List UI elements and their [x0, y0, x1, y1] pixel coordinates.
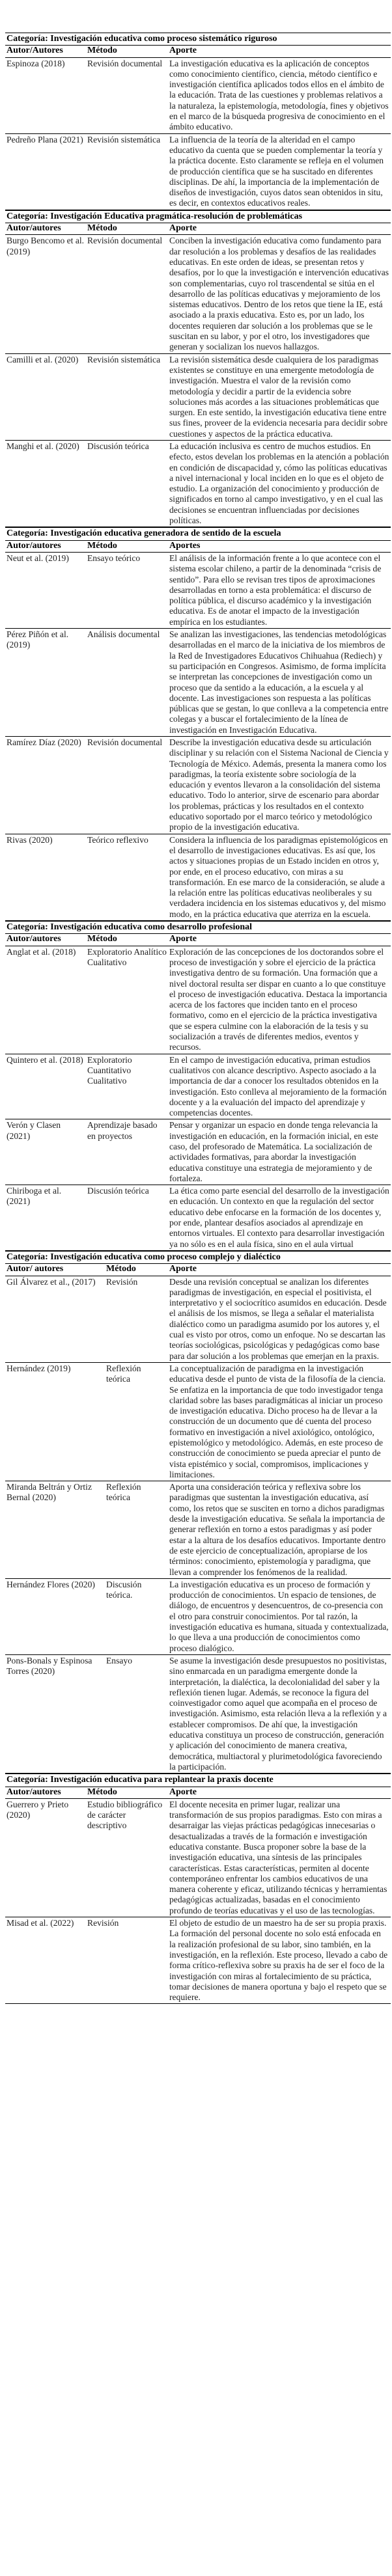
cell-author: Pedreño Plana (2021): [5, 133, 86, 210]
category-title: Categoría: Investigación educativa como desarrollo profesional: [5, 922, 391, 934]
column-header-method: Método: [86, 223, 168, 235]
table-row: [5, 440, 391, 527]
table-row: [5, 1362, 391, 1481]
column-header-contribution: Aporte: [168, 1264, 391, 1276]
column-header-row: [5, 540, 391, 552]
cell-method: Exploratorio Cuantitativo Cualitativo: [86, 1054, 168, 1119]
cell-method: Reflexión teórica: [105, 1362, 168, 1481]
table-row: [5, 737, 391, 834]
cell-author: Quintero et al. (2018): [5, 1054, 86, 1119]
cell-method: Revisión sistemática: [86, 133, 168, 210]
table-row: [5, 235, 391, 353]
category-table: [5, 210, 391, 528]
category-title: Categoría: Investigación educativa para replantear la praxis docente: [5, 1774, 391, 1787]
table-row: [5, 552, 391, 628]
cell-method: Revisión documental: [86, 737, 168, 834]
column-header-author: Autor/autores: [5, 934, 86, 946]
cell-method: Revisión documental: [86, 235, 168, 353]
column-header-row: [5, 934, 391, 946]
column-header-contribution: Aporte: [168, 1787, 391, 1798]
cell-contribution: La ética como parte esencial del desarrollo de la investigación en educación. Un contexto en que la regulación del sector educativo debe enfocarse en la formación de los docentes y, por ende, plantear desafíos asociados al aprendizaje en entornos virtuales. El contexto para desarrollar investigación ya no sólo es en el aula física, sino en el aula virtual: [168, 1185, 391, 1251]
table-row: [5, 629, 391, 737]
cell-method: Revisión: [86, 1917, 168, 2004]
table-row: [5, 1276, 391, 1362]
column-header-method: Método: [86, 934, 168, 946]
column-header-contribution: Aporte: [168, 934, 391, 946]
cell-contribution: La conceptualización de paradigma en la investigación educativa desde el punto de vista de la filosofía de la ciencia. Se enfatiza en la importancia de que todo investigador tenga claridad sobre las bases paradigmáticas al iniciar un proceso de investigación educativa. Dicho proceso ha de llevar a la construcción de un documento que dé cuenta del proceso formativo en investigación a nivel axiológico, ontológico, epistemológico y metodológico. Además, en este proceso de construcción de conocimiento se pueda apreciar el punto de vista epistémico y social, compromisos, implicaciones y limitaciones.: [168, 1362, 391, 1481]
cell-author: Neut et al. (2019): [5, 552, 86, 628]
table-row: [5, 1798, 391, 1917]
column-header-author: Autor/ autores: [5, 1264, 105, 1276]
cell-author: Espinoza (2018): [5, 57, 86, 133]
table-row: [5, 834, 391, 920]
cell-contribution: La investigación educativa es la aplicación de conceptos como conocimiento científico, ciencia, método científico e investigación científica aplicados todos ellos en el ámbito de la educación. Trata de las cuestiones y problemas relativos a la naturaleza, la epistemología, metodología, fines y objetivos en el marco de la búsqueda progresiva de conocimiento en el ámbito educativo.: [168, 57, 391, 133]
cell-author: Anglat et al. (2018): [5, 946, 86, 1054]
cell-contribution: En el campo de investigación educativa, priman estudios cualitativos con alcance descriptivo. Aspecto asociado a la importancia de dar a conocer los resultados obtenidos en la investigación. Esto conlleva al mejoramiento de la formación docente y a la evaluación del impacto del aprendizaje y competencias docentes.: [168, 1054, 391, 1119]
cell-contribution: La educación inclusiva es centro de muchos estudios. En efecto, estos develan los problemas en la atención a población en condición de discapacidad y, cómo las políticas educativas a nivel internacional y local inciden en lo que es el objeto de estudio. La organización del conocimiento y producción de significados en torno al campo investigativo, y en el cual las decisiones se encuentran influenciadas por decisiones políticas.: [168, 440, 391, 527]
column-header-method: Método: [86, 540, 168, 552]
cell-author: Miranda Beltrán y Ortiz Bernal (2020): [5, 1481, 105, 1579]
cell-contribution: Se asume la investigación desde presupuestos no positivistas, sino enmarcada en un paradigma emergente donde la interpretación, la dialéctica, la decolonialidad del saber y la reflexión tienen lugar. Además, se reconoce la figura del coinvestigador como aquel que acompaña en el proceso de investigación. Asimismo, esta relación lleva a la reflexión y a establecer compromisos. De ahí que, la investigación educativa constituya un proceso de construcción, generación y aplicación del conocimiento de manera creativa, democrática, multiactoral y plurimetodológica favoreciendo la participación.: [168, 1654, 391, 1773]
cell-contribution: Pensar y organizar un espacio en donde tenga relevancia la investigación en educación, en la formación inicial, en este caso, del profesorado de Matemática. La socialización de actividades formativas, para abordar la investigación educativa constituye una estrategia de mejoramiento y de fortaleza.: [168, 1119, 391, 1185]
table-row: [5, 1917, 391, 2004]
category-header-row: [5, 922, 391, 934]
cell-method: Revisión documental: [86, 57, 168, 133]
cell-method: Revisión sistemática: [86, 353, 168, 440]
column-header-row: [5, 1264, 391, 1276]
cell-method: Aprendizaje basado en proyectos: [86, 1119, 168, 1185]
cell-contribution: Conciben la investigación educativa como fundamento para dar resolución a los problemas y desafíos de las realidades educativas. En este orden de ideas, se presentan retos y desafíos, por lo que la investigación e intervención educativas son complementarias, cuyo rol trascendental se sitúa en el desarrollo de las políticas educativas y mejoramiento de los sistemas educativos. Dentro de los retos que tiene la IE, está asociado a la praxis educativa. Esto es, por un lado, los docentes requieren dar solución a los problemas que se le suscitan en su labor, y por el otro, los investigadores que generan y socializan los nuevos hallazgos.: [168, 235, 391, 353]
category-table: [5, 921, 391, 1251]
cell-method: Discusión teórica.: [105, 1578, 168, 1654]
category-title: Categoría: Investigación educativa como proceso complejo y dialéctico: [5, 1251, 391, 1263]
column-header-contribution: Aporte: [168, 46, 391, 57]
cell-author: Rivas (2020): [5, 834, 86, 920]
cell-author: Guerrero y Prieto (2020): [5, 1798, 86, 1917]
cell-author: Misad et al. (2022): [5, 1917, 86, 2004]
cell-contribution: Aporta una consideración teórica y reflexiva sobre los paradigmas que sustentan la investigación educativa, así como, los retos que se susciten en torno a dichos paradigmas desde la investigación educativa. Se señala la importancia de generar reflexión en torno a estos paradigmas y así poder estar a la altura de los desafíos educativos. Importante dentro de este ejercicio de conceptualización, apropiarse de los términos: conocimiento, epistemología y paradigma, que llevan a comprender los fenómenos de la realidad.: [168, 1481, 391, 1579]
column-header-author: Autor/autores: [5, 223, 86, 235]
cell-method: Estudio bibliográfico de carácter descriptivo: [86, 1798, 168, 1917]
table-row: [5, 1185, 391, 1251]
cell-method: Teórico reflexivo: [86, 834, 168, 920]
cell-contribution: El docente necesita en primer lugar, realizar una transformación de sus propios paradigmas. Esto con miras a desarraigar las viejas prácticas pedagógicas innecesarias o desactualizadas a través de la formación e investigación educativa constante. Busca proponer sobre la base de la investigación educativa, una síntesis de las principales características. Estas características, permiten al docente contemporáneo enfrentar los cambios educativos de una manera coherente y eficaz, utilizando técnicas y herramientas pedagógicas actualizadas, basadas en el conocimiento profundo de teorías educativas y el uso de las tecnologías.: [168, 1798, 391, 1917]
cell-author: Hernández Flores (2020): [5, 1578, 105, 1654]
cell-method: Exploratorio Analítico Cualitativo: [86, 946, 168, 1054]
category-header-row: [5, 528, 391, 540]
cell-contribution: La investigación educativa es un proceso de formación y producción de conocimientos. Un espacio de tensiones, de diálogo, de encuentros y desencuentros, de co-presencia con el otro para construir conocimientos. Por tal razón, la investigación educativa es humana, situada y contextualizada, lo que lleva a una producción de conocimientos como proceso dialógico.: [168, 1578, 391, 1654]
cell-contribution: Exploración de las concepciones de los doctorandos sobre el proceso de investigación y sobre el ejercicio de la práctica investigativa dentro de su formación. Una formación que a nivel doctoral resulta ser dispar en cuanto a lo que constituye el proceso de investigación educativa. Destaca la importancia acerca de los factores que inciden tanto en el proceso formativo, como en el ejercicio de la práctica investigativa que se espera culmine con la elaboración de la tesis y su socialización a través de diferentes medios, eventos y recursos.: [168, 946, 391, 1054]
category-header-row: [5, 1251, 391, 1263]
column-header-author: Autor/autores: [5, 540, 86, 552]
column-header-row: [5, 1787, 391, 1798]
column-header-contribution: Aporte: [168, 223, 391, 235]
category-table: [5, 527, 391, 921]
category-table: [5, 33, 391, 210]
cell-author: Verón y Clasen (2021): [5, 1119, 86, 1185]
cell-method: Discusión teórica: [86, 1185, 168, 1251]
column-header-method: Método: [86, 46, 168, 57]
table-row: [5, 353, 391, 440]
cell-author: Chiriboga et al. (2021): [5, 1185, 86, 1251]
cell-contribution: El análisis de la información frente a lo que acontece con el sistema escolar chileno, a partir de la denominada “crisis de sentido”. Para ello se revisan tres tipos de aproximaciones desarrolladas en torno a esta problemática: el discurso de política pública, el discurso académico y la investigación educativa. Es de anotar el impacto de la investigación empírica en los estudiantes.: [168, 552, 391, 628]
category-header-row: [5, 210, 391, 223]
table-row: [5, 57, 391, 133]
cell-contribution: La influencia de la teoría de la alteridad en el campo educativo da cuenta que se pueden complementar la teoría y la práctica docente. Esto claramente se refleja en el volumen de producción científica que se ha suscitado en diferentes disciplinas. De ahí, la importancia de la implementación de diseños de investigación, cuyos datos sean obtenidos in situ, es decir, en contextos educativos reales.: [168, 133, 391, 210]
cell-method: Ensayo: [105, 1654, 168, 1773]
table-row: [5, 1481, 391, 1579]
category-title: Categoría: Investigación educativa como proceso sistemático riguroso: [5, 33, 391, 46]
column-header-method: Método: [86, 1787, 168, 1798]
cell-author: Gil Álvarez et al., (2017): [5, 1276, 105, 1362]
table-row: [5, 1119, 391, 1185]
category-header-row: [5, 33, 391, 46]
column-header-author: Autor/autores: [5, 1787, 86, 1798]
category-table: [5, 1774, 391, 2004]
category-title: Categoría: Investigación Educativa pragmática-resolución de problemáticas: [5, 210, 391, 223]
column-header-method: Método: [105, 1264, 168, 1276]
cell-author: Hernández (2019): [5, 1362, 105, 1481]
cell-method: Revisión: [105, 1276, 168, 1362]
table-row: [5, 1578, 391, 1654]
column-header-author: Autor/Autores: [5, 46, 86, 57]
cell-method: Discusión teórica: [86, 440, 168, 527]
column-header-row: [5, 223, 391, 235]
literature-review-table: [5, 33, 391, 2004]
cell-author: Manghi et al. (2020): [5, 440, 86, 527]
table-row: [5, 133, 391, 210]
category-title: Categoría: Investigación educativa generadora de sentido de la escuela: [5, 528, 391, 540]
table-row: [5, 946, 391, 1054]
table-row: [5, 1054, 391, 1119]
cell-author: Ramírez Díaz (2020): [5, 737, 86, 834]
category-header-row: [5, 1774, 391, 1787]
cell-contribution: Considera la influencia de los paradigmas epistemológicos en el desarrollo de investigaciones educativas. Es así que, los actos y situaciones propias de un Estado inciden en otros y, por ende, en el proceso educativo, con miras a su transformación. En ese marco de la consideración, se alude a la relación entre las políticas educativas neoliberales y su verdadera incidencia en los sistemas educativos y, del mismo modo, en la práctica educativa que aterriza en la escuela.: [168, 834, 391, 920]
column-header-contribution: Aportes: [168, 540, 391, 552]
cell-author: Camilli et al. (2020): [5, 353, 86, 440]
cell-method: Ensayo teórico: [86, 552, 168, 628]
table-row: [5, 1654, 391, 1773]
cell-method: Reflexión teórica: [105, 1481, 168, 1579]
cell-author: Burgo Bencomo et al. (2019): [5, 235, 86, 353]
cell-method: Análisis documental: [86, 629, 168, 737]
category-table: [5, 1251, 391, 1774]
cell-contribution: La revisión sistemática desde cualquiera de los paradigmas existentes se constituye en una emergente metodología de investigación. Muestra el valor de la revisión como metodología y decidir a partir de la evidencia sobre soluciones más acordes a las situaciones problemáticas que surgen. En este sentido, la investigación educativa tiene entre sus fines, proveer de la evidencia necesaria para decidir sobre cuestiones y aspectos de la práctica educativa.: [168, 353, 391, 440]
column-header-row: [5, 46, 391, 57]
cell-author: Pons-Bonals y Espinosa Torres (2020): [5, 1654, 105, 1773]
cell-author: Pérez Piñón et al. (2019): [5, 629, 86, 737]
cell-contribution: Describe la investigación educativa desde su articulación disciplinar y su relación con el Sistema Nacional de Ciencia y Tecnología de México. Además, presenta la manera como los paradigmas, la teoría existente sobre sociología de la educación y eventos llevaron a la consolidación del sistema educativo. Todo lo anterior, sirve de escenario para abordar los problemas, prácticas y los resultados en el contexto educativo soportado por el marco teórico y metodológico propio de la investigación educativa.: [168, 737, 391, 834]
cell-contribution: Se analizan las investigaciones, las tendencias metodológicas desarrolladas en el marco de la iniciativa de los miembros de la Red de Investigadores Educativos Chihuahua (Rediech) y su participación en Congresos. Asimismo, de forma implícita se interpretan las concepciones de investigación como un proceso que da sentido a la educación, a la escuela y al docente. Las investigaciones son respuesta a las políticas públicas que se gestan, lo que conlleva a la competencia entre colegas y a buscar el fortalecimiento de la línea de investigación en Investigación Educativa.: [168, 629, 391, 737]
cell-contribution: Desde una revisión conceptual se analizan los diferentes paradigmas de investigación, en especial el positivista, el interpretativo y el sociocrítico asumidos en educación. Desde el análisis de los mismos, se llega a señalar el materialista dialéctico como un paradigma asumido por los autores y, el cual es visto por otros, como un enfoque. No se descartan las teorías sociológicas, psicológicas y pedagógicas como base para dar solución a los problemas que emerjan en la praxis.: [168, 1276, 391, 1362]
cell-contribution: El objeto de estudio de un maestro ha de ser su propia praxis. La formación del personal docente no solo está enfocada en la realización profesional de su labor, sino también, en la investigación, en la reflexión. Este proceso, llevado a cabo de forma crítico-reflexiva sobre su praxis ha de ser el foco de la investigación con miras al fortalecimiento de su práctica, tomar decisiones de manera oportuna y bajo el respeto que se requiere.: [168, 1917, 391, 2004]
